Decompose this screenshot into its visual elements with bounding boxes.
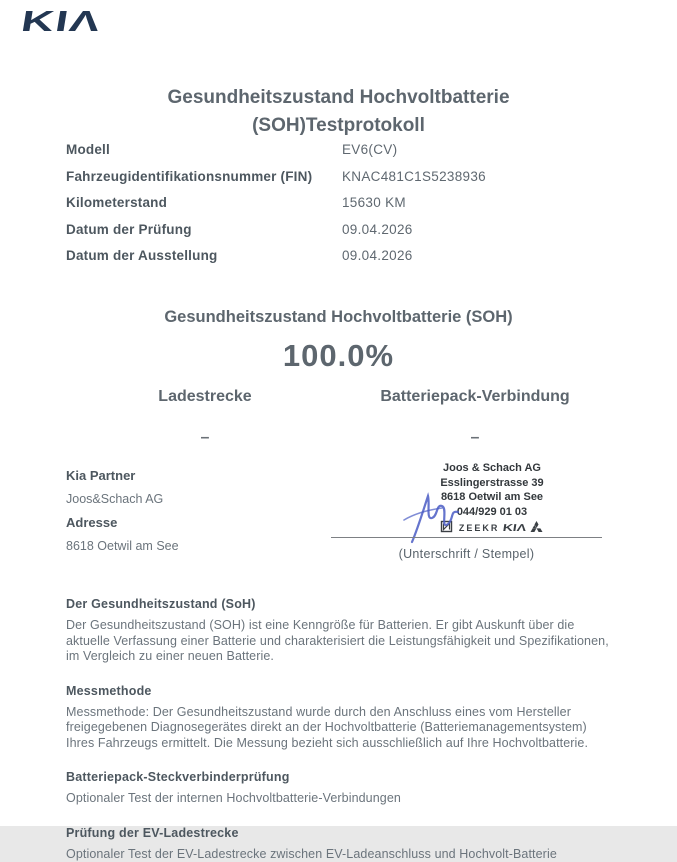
field-row-odometer	[66, 195, 614, 222]
field-row-vin	[66, 169, 614, 196]
field-label: Fahrzeugidentifikationsnummer (FIN)	[66, 169, 342, 184]
signature-caption: (Unterschrift / Stempel)	[331, 547, 602, 561]
field-row-model	[66, 142, 614, 169]
explanatory-sections	[66, 597, 618, 862]
field-value: EV6(CV)	[342, 142, 397, 157]
stamp-line-name: Joos & Schach AG	[392, 461, 592, 476]
test-col-charging-path	[60, 388, 350, 447]
zeekr-logo: ZEEKR	[459, 523, 500, 535]
partner-name: Joos&Schach AG	[66, 492, 179, 506]
test-label: Ladestrecke	[60, 388, 350, 406]
kia-stamp-logo: KIΛ	[502, 522, 527, 535]
stamp-line-city: 8618 Oetwil am See	[392, 490, 592, 505]
page-title-line2: (SOH)Testprotokoll	[0, 112, 677, 140]
field-value: KNAC481C1S5238936	[342, 169, 486, 184]
partner-label: Kia Partner	[66, 468, 179, 483]
partner-block	[66, 468, 179, 562]
section-heading-method: Messmethode	[66, 684, 618, 698]
stamp-line-phone: 044/929 01 03	[392, 505, 592, 520]
section-body-method: Messmethode: Der Gesundheitszustand wurde durch den Anschluss eines vom Hersteller freigegebenen Diagnosegerätes direkt an der Hochvoltbatterie (Batteriemanagementsystem) Ihres Fahrzeugs ermittelt. Die Messung bezieht sich ausschließlich auf Ihre Hochvoltbatterie.	[66, 705, 618, 752]
field-label: Datum der Ausstellung	[66, 248, 342, 263]
field-label: Kilometerstand	[66, 195, 342, 210]
field-row-issue-date	[66, 248, 614, 275]
field-row-test-date	[66, 222, 614, 249]
test-value: –	[330, 429, 620, 447]
mitsubishi-logo-icon	[530, 521, 543, 538]
address-label: Adresse	[66, 515, 179, 530]
section-body-connector-test: Optionaler Test der internen Hochvoltbatterie-Verbindungen	[66, 791, 618, 807]
section-heading-soh: Der Gesundheitszustand (SoH)	[66, 597, 618, 611]
field-label: Datum der Prüfung	[66, 222, 342, 237]
dealer-stamp	[392, 461, 592, 537]
page-title-line1: Gesundheitszustand Hochvoltbatterie	[0, 84, 677, 112]
page-title	[0, 84, 677, 139]
field-value: 09.04.2026	[342, 222, 413, 237]
kia-logo: KIΛ	[19, 6, 104, 39]
test-label: Batteriepack-Verbindung	[330, 388, 620, 406]
field-value: 15630 KM	[342, 195, 406, 210]
section-heading-connector-test: Batteriepack-Steckverbinderprüfung	[66, 770, 618, 784]
test-col-battery-pack-connection	[330, 388, 620, 447]
section-body-charging-path-test: Optionaler Test der EV-Ladestrecke zwischen EV-Ladeanschluss und Hochvolt-Batterie	[66, 847, 618, 862]
signature-line	[331, 537, 602, 538]
soh-heading: Gesundheitszustand Hochvoltbatterie (SOH)	[0, 308, 677, 327]
section-heading-charging-path-test: Prüfung der EV-Ladestrecke	[66, 826, 618, 840]
field-label: Modell	[66, 142, 342, 157]
field-value: 09.04.2026	[342, 248, 413, 263]
test-value: –	[60, 429, 350, 447]
section-body-soh: Der Gesundheitszustand (SOH) ist eine Kenngröße für Batterien. Er gibt Auskunft über die aktuelle Verfassung einer Batterie und charakterisiert die Leistungsfähigkeit und Spezifikationen, im Vergleich zu einer neuen Batterie.	[66, 618, 618, 665]
lynk-square-icon	[441, 521, 452, 537]
vehicle-info-fields	[66, 142, 614, 275]
soh-value: 100.0%	[0, 338, 677, 374]
stamp-brand-logos	[392, 521, 592, 538]
stamp-line-street: Esslingerstrasse 39	[392, 476, 592, 491]
partner-address: 8618 Oetwil am See	[66, 539, 179, 553]
